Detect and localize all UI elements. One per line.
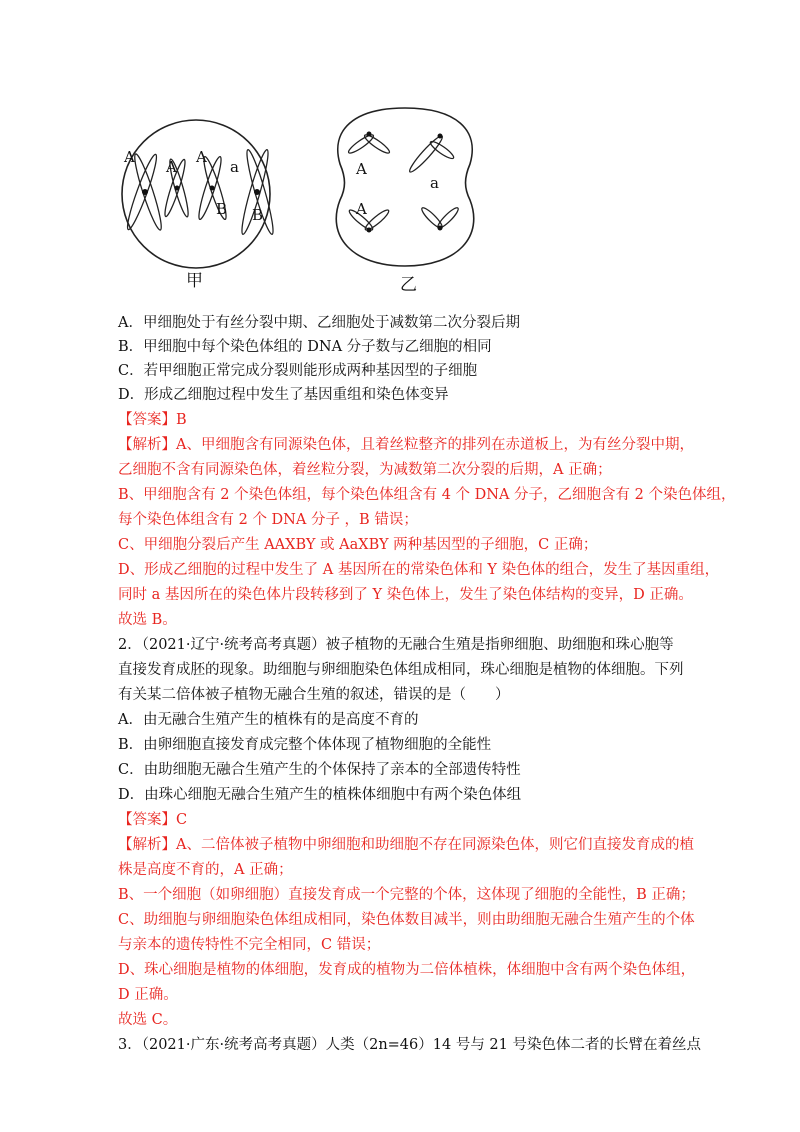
q2-analysis-line: D 正确。 <box>118 987 178 1003</box>
q2-analysis-line: D、珠心细胞是植物的体细胞，发育成的植物为二倍体植株，体细胞中含有两个染色体组， <box>118 962 696 978</box>
q1-analysis-line: B、甲细胞含有 2 个染色体组，每个染色体组含有 4 个 DNA 分子，乙细胞含有 2 个染色体组， <box>118 487 736 503</box>
cell-yi-label-3: A <box>356 200 367 218</box>
q2-analysis-line: 【解析】A、二倍体被子植物中卵细胞和助细胞不存在同源染色体，则它们直接发育成的植 <box>118 837 694 853</box>
cell-jia-label-6: B <box>252 206 264 224</box>
cell-jia-label-5: B <box>216 200 228 218</box>
q2-analysis-line: 株是高度不育的，A 正确； <box>118 862 293 878</box>
cell-division-figure <box>118 96 498 294</box>
cell-yi-caption: 乙 <box>400 275 417 294</box>
cell-yi-label-1: A <box>356 160 367 178</box>
q1-option-a: A．甲细胞处于有丝分裂中期、乙细胞处于减数第二次分裂后期 <box>118 315 520 331</box>
q2-analysis-line: 与亲本的遗传特性不完全相同，C 错误； <box>118 937 381 953</box>
q2-answer: 【答案】C <box>118 812 188 828</box>
q1-analysis-line: C、甲细胞分裂后产生 AAXBY 或 AaXBY 两种基因型的子细胞，C 正确； <box>118 537 598 553</box>
q2-stem-line: 直接发育成胚的现象。助细胞与卵细胞染色体组成相同，珠心细胞是植物的体细胞。下列 <box>118 662 684 678</box>
q2-option-b: B．由卵细胞直接发育成完整个体体现了植物细胞的全能性 <box>118 737 492 753</box>
q2-option-c: C．由助细胞无融合生殖产生的个体保持了亲本的全部遗传特性 <box>118 762 521 778</box>
cell-jia-label-4: a <box>230 158 239 176</box>
q2-stem-line: 有关某二倍体被子植物无融合生殖的叙述，错误的是（ ） <box>118 687 510 703</box>
cell-jia-centromeres <box>142 186 260 196</box>
q2-conclusion: 故选 C。 <box>118 1012 178 1028</box>
q1-analysis-line: 每个染色体组含有 2 个 DNA 分子 ，B 错误； <box>118 512 418 528</box>
cell-jia-label-2: A <box>166 158 177 176</box>
q1-option-d: D．形成乙细胞过程中发生了基因重组和染色体变异 <box>118 387 449 403</box>
q2-option-d: D．由珠心细胞无融合生殖产生的植株体细胞中有两个染色体组 <box>118 787 522 803</box>
cell-jia-caption: 甲 <box>186 271 203 291</box>
q1-conclusion: 故选 B。 <box>118 612 177 628</box>
q1-analysis-line: D、形成乙细胞的过程中发生了 A 基因所在的常染色体和 Y 染色体的组合，发生了基因重组， <box>118 562 720 578</box>
q2-stem-line: 2．（2021·辽宁·统考高考真题）被子植物的无融合生殖是指卵细胞、助细胞和珠心胞等 <box>118 637 674 653</box>
q3-stem-line: 3．（2021·广东·统考高考真题）人类（2n=46）14 号与 21 号染色体二者的长臂在着丝点 <box>118 1037 701 1053</box>
cell-jia-label-3: A <box>196 148 207 166</box>
cell-jia-label-1: A <box>124 148 135 166</box>
q1-analysis-line: 乙细胞不含有同源染色体，着丝粒分裂，为减数第二次分裂的后期，A 正确； <box>118 462 612 478</box>
q1-option-b: B．甲细胞中每个染色体组的 DNA 分子数与乙细胞的相同 <box>118 339 492 355</box>
q1-analysis-line: 【解析】A、甲细胞含有同源染色体，且着丝粒整齐的排列在赤道板上，为有丝分裂中期， <box>118 437 694 453</box>
q1-analysis-line: 同时 a 基因所在的染色体片段转移到了 Y 染色体上，发生了染色体结构的变异，D 正确。 <box>118 587 693 603</box>
q2-analysis-line: B、一个细胞（如卵细胞）直接发育成一个完整的个体，这体现了细胞的全能性，B 正确； <box>118 887 695 903</box>
q1-option-c: C．若甲细胞正常完成分裂则能形成两种基因型的子细胞 <box>118 363 478 379</box>
cell-yi-outline <box>336 108 473 266</box>
q2-option-a: A．由无融合生殖产生的植株有的是高度不育的 <box>118 712 419 728</box>
cell-yi-label-2: a <box>430 174 439 192</box>
cell-diagram-svg <box>118 96 498 294</box>
q1-answer: 【答案】B <box>118 412 187 428</box>
q2-analysis-line: C、助细胞与卵细胞染色体组成相同，染色体数目减半，则由助细胞无融合生殖产生的个体 <box>118 912 695 928</box>
